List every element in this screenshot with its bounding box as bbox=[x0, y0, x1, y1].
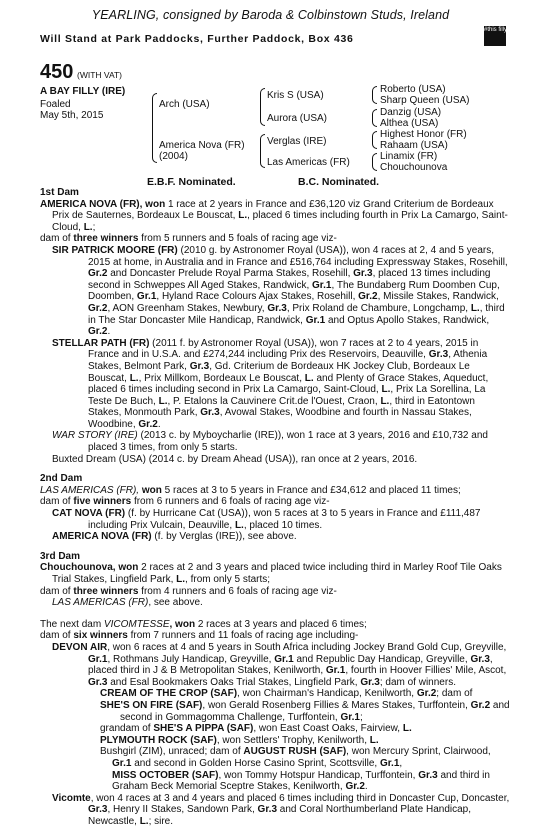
produce-america-nova: AMERICA NOVA (FR) (f. by Verglas (IRE)), see above. bbox=[52, 531, 297, 543]
section-third-dam: 3rd Dam bbox=[40, 550, 81, 562]
gg-sire-3: Highest Honor (FR) bbox=[380, 129, 467, 140]
second-dam-record: LAS AMERICAS (FR), won 5 races at 3 to 5 years in France and £34,612 and placed 11 times; bbox=[40, 484, 461, 496]
produce-shes-on-fire: SHE'S ON FIRE (SAF), won Gerald Rosenberg Fillies & Mares Stakes, Turffontein, Gr.2 and second in Gommagomma Challenge, Turffontein, Gr.1; bbox=[100, 699, 510, 723]
fourth-dam-produce-summary: dam of six winners from 7 runners and 11 foals of racing age including- bbox=[40, 630, 359, 642]
dam-name: America Nova (FR) bbox=[159, 140, 245, 151]
stand-location: Will Stand at Park Paddocks, Further Paddock, Box 436 bbox=[40, 33, 354, 45]
hashtag-logo: #this filly bbox=[484, 26, 506, 46]
pedigree-brace-gg3 bbox=[372, 131, 377, 149]
produce-las-americas: LAS AMERICAS (FR), see above. bbox=[52, 597, 203, 609]
pedigree-brace-gg1 bbox=[372, 86, 377, 104]
vat-note: (WITH VAT) bbox=[77, 70, 123, 80]
catalogue-body bbox=[40, 187, 510, 827]
fourth-dam-record: The next dam VICOMTESSE, won 2 races at 3 years and placed 6 times; bbox=[40, 618, 367, 630]
gg-sire-4: Linamix (FR) bbox=[380, 151, 438, 162]
pedigree-brace-gg4 bbox=[372, 153, 377, 171]
pedigree-brace-main bbox=[152, 93, 157, 163]
produce-shes-a-pippa: grandam of SHE'S A PIPPA (SAF), won East Coast Oaks, Fairview, L. bbox=[100, 723, 412, 735]
section-first-dam: 1st Dam bbox=[40, 187, 79, 198]
dam-dam: Las Americas (FR) bbox=[267, 157, 350, 168]
section-second-dam: 2nd Dam bbox=[40, 473, 83, 485]
lot-name: A BAY FILLY (IRE) bbox=[40, 86, 126, 97]
dam-year: (2004) bbox=[159, 151, 188, 162]
bc-nomination: B.C. Nominated. bbox=[298, 176, 380, 188]
produce-devon-air: DEVON AIR, won 6 races at 4 and 5 years in South Africa including Jockey Brand Gold Cup, Greyville, Gr.1, Rothmans July Handicap, Greyville, Gr.1 and Republic Day Handicap, Greyville, Gr.3, placed third in J & B Metropolitan Stakes, Kenilworth, Gr.1, fourth in Hoover Fillies' Mile, Ascot, Gr.3 and Esal Bookmakers Oaks Trial Stakes, Lingfield Park, Gr.3; dam of winners. bbox=[52, 641, 507, 688]
produce-cream-of-the-crop: CREAM OF THE CROP (SAF), won Chairman's Handicap, Kenilworth, Gr.2; dam of bbox=[100, 688, 473, 700]
sire-sire: Kris S (USA) bbox=[267, 90, 324, 101]
produce-vicomte: Vicomte, won 4 races at 3 and 4 years and placed 6 times including third in Doncaster Cup, Doncaster, Gr.3, Henry II Stakes, Sandown Park, Gr.3 and Coral Northumberland Plate Handicap, Newcastle, L.; sire. bbox=[52, 792, 510, 827]
gg-dam-1: Sharp Queen (USA) bbox=[380, 95, 470, 106]
produce-bushgirl: Bushgirl (ZIM), unraced; dam of AUGUST RUSH (SAF), won Mercury Sprint, Clairwood, Gr.1 and second in Golden Horse Casino Sprint, Scottsville, Gr.1, bbox=[100, 746, 491, 769]
gg-dam-2: Althea (USA) bbox=[380, 118, 439, 129]
gg-dam-4: Chouchounova bbox=[380, 162, 448, 173]
produce-buxted-dream: Buxted Dream (USA) (2014 c. by Dream Ahead (USA)), ran once at 2 years, 2016. bbox=[52, 453, 418, 465]
first-dam-record: AMERICA NOVA (FR), won 1 race at 2 years in France and £36,120 viz Grand Criterium de Bordeaux Prix de Sauternes, Bordeaux Le Bouscat, L., placed 6 times including fourth in Prix La Camargo, Saint-Cloud, L.; bbox=[40, 198, 508, 233]
produce-cat-nova: CAT NOVA (FR) (f. by Hurricane Cat (USA)), won 5 races at 3 to 5 years in France and £111,487 including Prix Vulcain, Deauville, L., placed 10 times. bbox=[52, 508, 481, 531]
second-dam-produce-summary: dam of five winners from 6 runners and 6 foals of racing age viz- bbox=[40, 496, 330, 508]
lot-number: 450 bbox=[40, 61, 74, 83]
foaled-date: May 5th, 2015 bbox=[40, 110, 104, 121]
third-dam-produce-summary: dam of three winners from 4 runners and 6 foals of racing age viz- bbox=[40, 585, 337, 597]
produce-stellar-path: STELLAR PATH (FR) (2011 f. by Astronomer Royal (USA)), won 7 races at 2 to 4 years, 2015 in France and in U.S.A. and £274,244 including Prix des Reservoirs, Deauville, Gr.3, Athenia Stakes, Belmont Park, Gr.3, Gd. Criterium de Bordeaux HK Jockey Club, Bordeaux Le Bouscat, L., Prix Millkom, Bordeaux Le Bouscat, L. and Plenty of Grace Stakes, Aqueduct, placed 6 times including second in Prix La Camargo, Saint-Cloud, L., Prix La Sorellina, La Teste De Buch, L., P. Etalons la Cauvinere Crit.de l'Ouest, Craon, L., third in Eatontown Stakes, Monmouth Park, Gr.3, Avowal Stakes, Woodbine and fourth in Nassau Stakes, Woodbine, Gr.2. bbox=[52, 337, 489, 430]
produce-plymouth-rock: PLYMOUTH ROCK (SAF), won Settlers' Trophy, Kenilworth, L. bbox=[100, 734, 379, 746]
pedigree-brace-gg2 bbox=[372, 109, 377, 127]
produce-sir-patrick-moore: SIR PATRICK MOORE (FR) (2010 g. by Astronomer Royal (USA)), won 4 races at 2, 4 and 5 years, 2015 at home, in Australia and in France and £516,764 including Expressway Stakes, Rosehill, Gr.2 and Doncaster Prelude Royal Parma Stakes, Rosehill, Gr.3, placed 13 times including second in Schweppes All Aged Stakes, Randwick, Gr.1, The Bundaberg Rum Doomben Cup, Doomben, Gr.1, Hyland Race Colours Ajax Stakes, Rosehill, Gr.2, Missile Stakes, Randwick, Gr.2, AON Greenham Stakes, Newbury, Gr.3, Prix Roland de Chambure, Longchamp, L., third in The Star Doncaster Mile Handicap, Randwick, Gr.1 and Optus Apollo Stakes, Randwick, Gr.2. bbox=[52, 244, 508, 338]
first-dam-produce-summary: dam of three winners from 5 runners and 5 foals of racing age viz- bbox=[40, 233, 337, 245]
gg-dam-3: Rahaam (USA) bbox=[380, 140, 448, 151]
gg-sire-2: Danzig (USA) bbox=[380, 107, 442, 118]
pedigree-brace-sire bbox=[260, 88, 265, 126]
gg-sire-1: Roberto (USA) bbox=[380, 84, 446, 95]
foaled-label: Foaled bbox=[40, 99, 71, 110]
pedigree-brace-dam bbox=[260, 134, 265, 168]
dam-sire: Verglas (IRE) bbox=[267, 136, 327, 147]
sire-name: Arch (USA) bbox=[159, 99, 210, 110]
page-title: YEARLING, consigned by Baroda & Colbinstown Studs, Ireland bbox=[91, 8, 450, 22]
ebf-nomination: E.B.F. Nominated. bbox=[147, 176, 236, 188]
third-dam-record: Chouchounova, won 2 races at 2 and 3 years and placed twice including third in Marley Roof Tile Oaks Trial Stakes, Lingfield Park, L., from only 5 starts; bbox=[40, 562, 502, 585]
produce-miss-october: MISS OCTOBER (SAF), won Tommy Hotspur Handicap, Turffontein, Gr.3 and third in Graham Beck Memorial Sceptre Stakes, Kenilworth, Gr.2. bbox=[112, 769, 490, 793]
sire-dam: Aurora (USA) bbox=[267, 113, 328, 124]
produce-war-story: WAR STORY (IRE) (2013 c. by Myboycharlie (IRE)), won 1 race at 3 years, 2016 and £10,732 and placed 3 times, from only 5 starts. bbox=[52, 430, 488, 454]
